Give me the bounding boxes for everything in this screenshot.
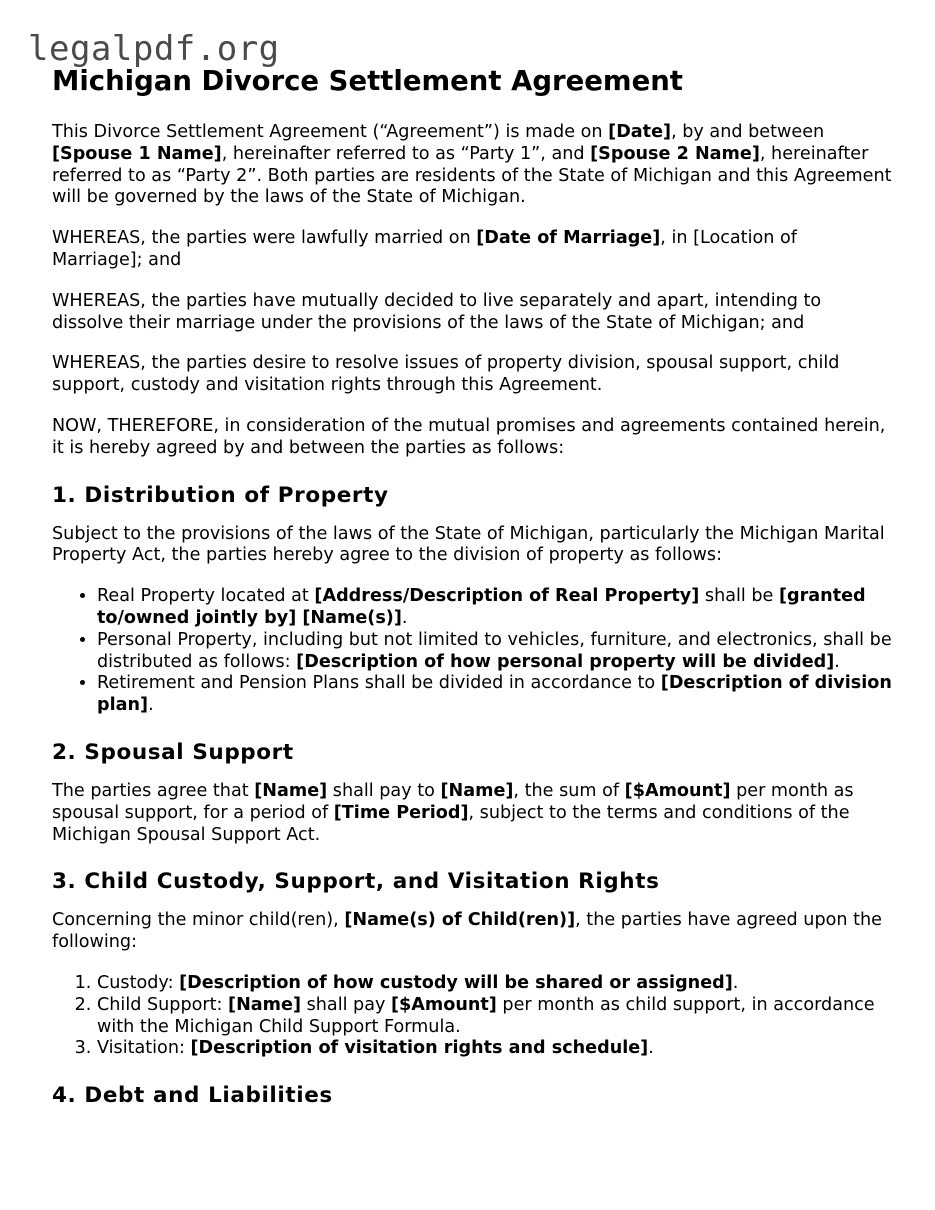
watermark: legalpdf.org — [28, 29, 280, 69]
section-1-paragraph: Subject to the provisions of the laws of the State of Michigan, particularly the Michigan Marital Property Act, the parties hereby agree to the division of property as follows: — [52, 523, 885, 566]
section-2-heading: 2. Spousal Support — [52, 739, 294, 765]
spouse-2-name-placeholder: [Spouse 2 Name] — [590, 143, 760, 164]
now-therefore-paragraph: NOW, THEREFORE, in consideration of the mutual promises and agreements contained herein, it is hereby agreed by and between the parties as follows: — [52, 415, 886, 458]
intro-paragraph: This Divorce Settlement Agreement (“Agreement”) is made on [Date], by and between [Spouse 1 Name], hereinafter referred to as “Party 1”, and [Spouse 2 Name], hereinafter referred to as “Party 2”. Both parties are residents of the State of Michigan and this Agreement will be governed by the laws of the State of Michigan. — [52, 122, 892, 208]
list-item: 3. Visitation: [Description of visitation rights and schedule]. — [97, 1038, 892, 1060]
list-item: • Real Property located at [Address/Description of Real Property] shall be [granted to/owned jointly by] [Name(s)]. — [97, 586, 892, 630]
section-1-heading: 1. Distribution of Property — [52, 482, 389, 508]
document-title: Michigan Divorce Settlement Agreement — [52, 65, 683, 97]
whereas-marriage-paragraph: WHEREAS, the parties were lawfully married on [Date of Marriage], in [Location of Marriage]; and — [52, 228, 797, 270]
list-item: 2. Child Support: [Name] shall pay [$Amount] per month as child support, in accordance with the Michigan Child Support Formula. — [97, 995, 892, 1039]
list-item: 1. Custody: [Description of how custody will be shared or assigned]. — [97, 973, 892, 995]
date-placeholder: [Date] — [608, 122, 672, 142]
property-list — [52, 586, 892, 717]
spouse-1-name-placeholder: [Spouse 1 Name] — [52, 143, 222, 164]
section-3-heading: 3. Child Custody, Support, and Visitation Rights — [52, 869, 660, 895]
list-item: • Personal Property, including but not limited to vehicles, furniture, and electronics, shall be distributed as follows: [Description of how personal property will be divided]. — [97, 630, 892, 674]
whereas-separation-paragraph: WHEREAS, the parties have mutually decided to live separately and apart, intending to dissolve their marriage under the provisions of the laws of the State of Michigan; and — [52, 290, 822, 333]
list-item: • Retirement and Pension Plans shall be divided in accordance to [Description of division plan]. — [97, 673, 892, 717]
section-4-heading: 4. Debt and Liabilities — [52, 1083, 333, 1109]
custody-list — [52, 973, 892, 1060]
section-2-paragraph: The parties agree that [Name] shall pay to [Name], the sum of [$Amount] per month as spousal support, for a period of [Time Period], subject to the terms and conditions of the Michigan Spousal Support Act. — [52, 780, 854, 845]
document-page — [52, 62, 892, 1110]
whereas-resolve-paragraph: WHEREAS, the parties desire to resolve issues of property division, spousal support, child support, custody and visitation rights through this Agreement. — [52, 353, 840, 396]
section-3-paragraph: Concerning the minor child(ren), [Name(s) of Child(ren)], the parties have agreed upon the following: — [52, 910, 882, 953]
date-of-marriage-placeholder: [Date of Marriage] — [476, 228, 661, 249]
